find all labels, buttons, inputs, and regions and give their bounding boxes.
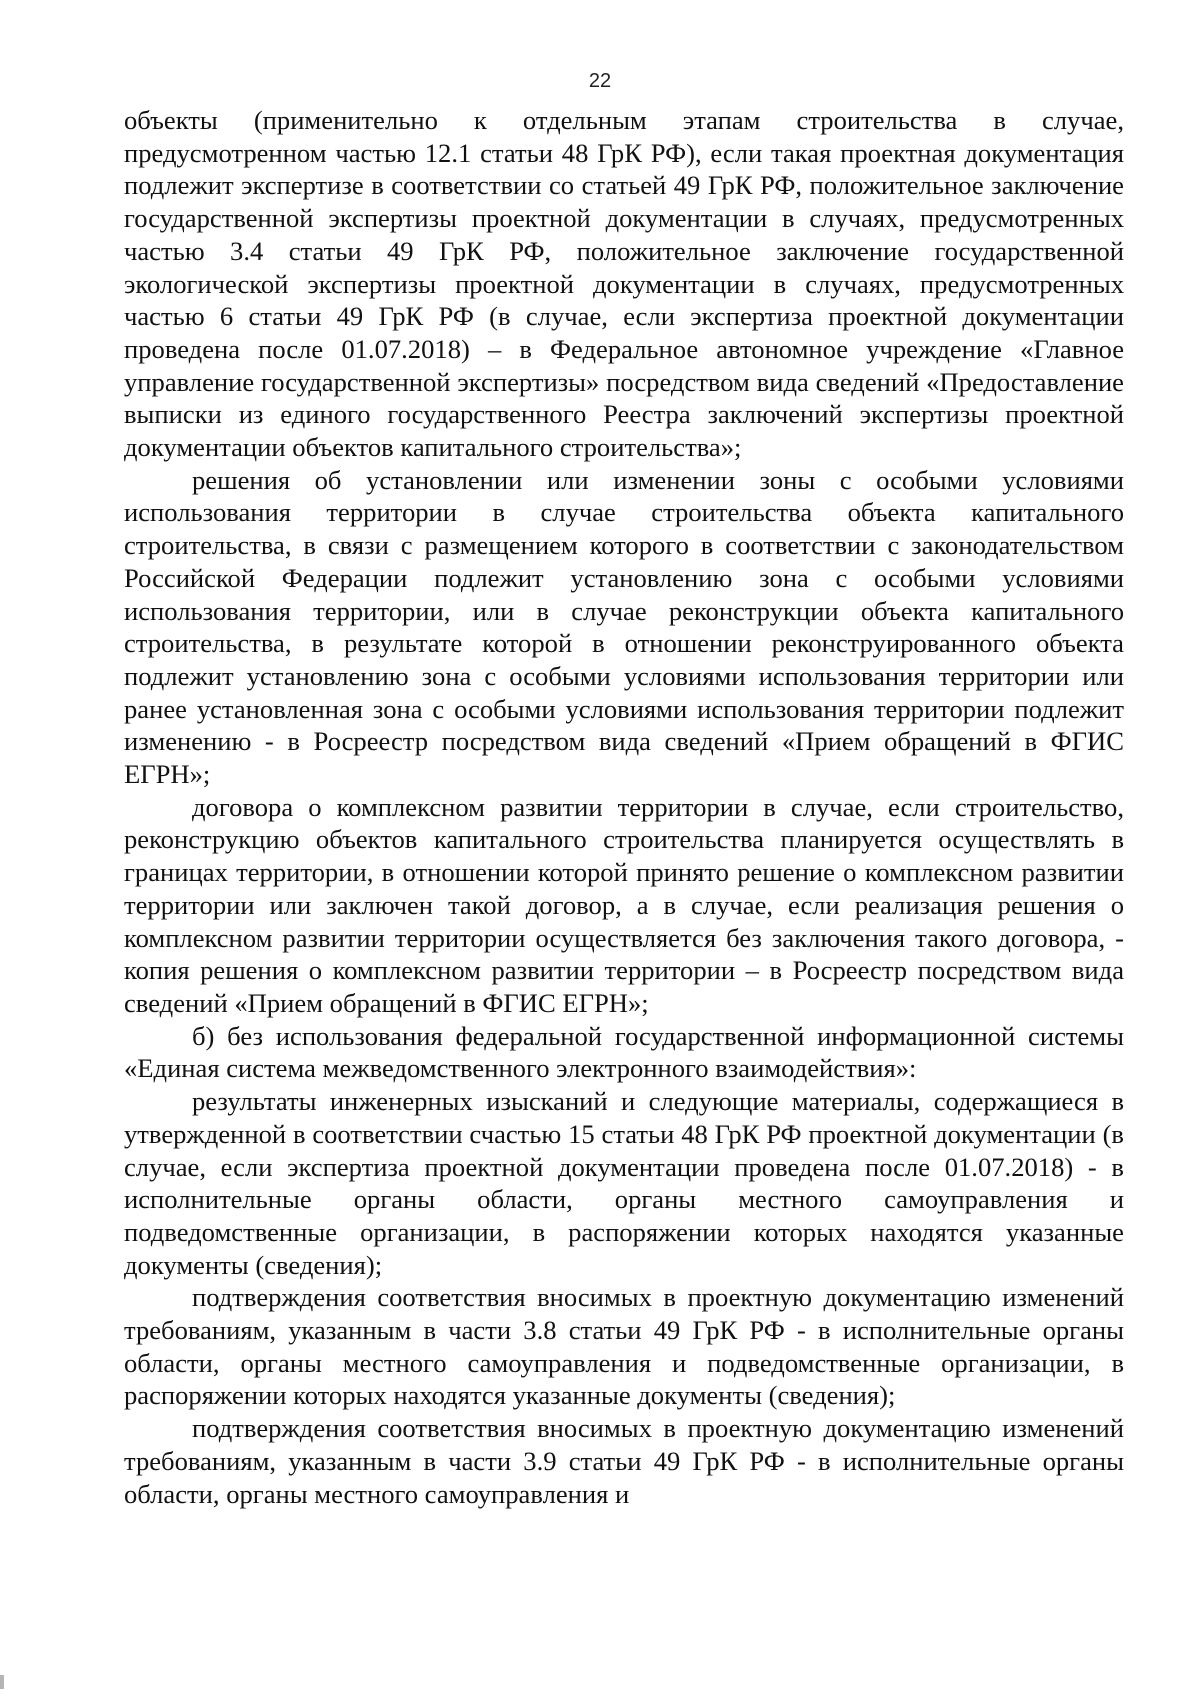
paragraph-objects-expertise: объекты (применительно к отдельным этапам строительства в случае, предусмотренном частью 12.1 статьи 48 ГрК РФ), если такая проектная документация подлежит экспертизе в соответствии со статьей 49 ГрК РФ, положительное заключение государственной экспертизы проектной документации в случаях, предусмотренных частью 3.4 статьи 49 ГрК РФ, положительное заключение государственной экологической экспертизы проектной документации в случаях, предусмотренных частью 6 статьи 49 ГрК РФ (в случае, если экспертиза проектной документации проведена после 01.07.2018) – в Федеральное автономное учреждение «Главное управление государственной экспертизы» посредством вида сведений «Предоставление выписки из единого государственного Реестра заключений экспертизы проектной документации объектов капитального строительства»; xyxy=(124,105,1124,463)
paragraph-special-zone-decision: решения об установлении или изменении зоны с особыми условиями использования территории в случае строительства объекта капитального строительства, в связи с размещением которого в соответствии с законодательством Российской Федерации подлежит установлению зона с особыми условиями использования территории, или в случае реконструкции объекта капитального строительства, в результате которой в отношении реконструированного объекта подлежит установлению зона с особыми условиями использования территории или ранее установленная зона с особыми условиями использования территории подлежит изменению - в Росреестр посредством вида сведений «Прием обращений в ФГИС ЕГРН»; xyxy=(124,464,1124,790)
paragraph-confirmation-3-9: подтверждения соответствия вносимых в проектную документацию изменений требованиям, указанным в части 3.9 статьи 49 ГрК РФ - в исполнительные органы области, органы местного самоуправления и xyxy=(124,1413,1124,1509)
page-number: 22 xyxy=(588,70,612,92)
scan-edge-mark xyxy=(0,1675,4,1689)
paragraph-without-smev: б) без использования федеральной государственной информационной системы «Единая система межведомственного электронного взаимодействия»: xyxy=(124,1020,1124,1084)
document-body xyxy=(124,104,1124,1510)
paragraph-confirmation-3-8: подтверждения соответствия вносимых в проектную документацию изменений требованиям, указанным в части 3.8 статьи 49 ГрК РФ - в исполнительные органы области, органы местного самоуправления и подведомственные организации, в распоряжении которых находятся указанные документы (сведения); xyxy=(124,1282,1124,1411)
paragraph-complex-development: договора о комплексном развитии территории в случае, если строительство, реконструкцию объектов капитального строительства планируется осуществлять в границах территории, в отношении которой принято решение о комплексном развитии территории или заключен такой договор, а в случае, если реализация решения о комплексном развитии территории осуществляется без заключения такого договора, - копия решения о комплексном развитии территории – в Росреестр посредством вида сведений «Прием обращений в ФГИС ЕГРН»; xyxy=(124,791,1124,1018)
paragraph-engineering-surveys: результаты инженерных изысканий и следующие материалы, содержащиеся в утвержденной в соответствии счастью 15 статьи 48 ГрК РФ проектной документации (в случае, если экспертиза проектной документации проведена после 01.07.2018) - в исполнительные органы области, органы местного самоуправления и подведомственные организации, в распоряжении которых находятся указанные документы (сведения); xyxy=(124,1086,1124,1280)
